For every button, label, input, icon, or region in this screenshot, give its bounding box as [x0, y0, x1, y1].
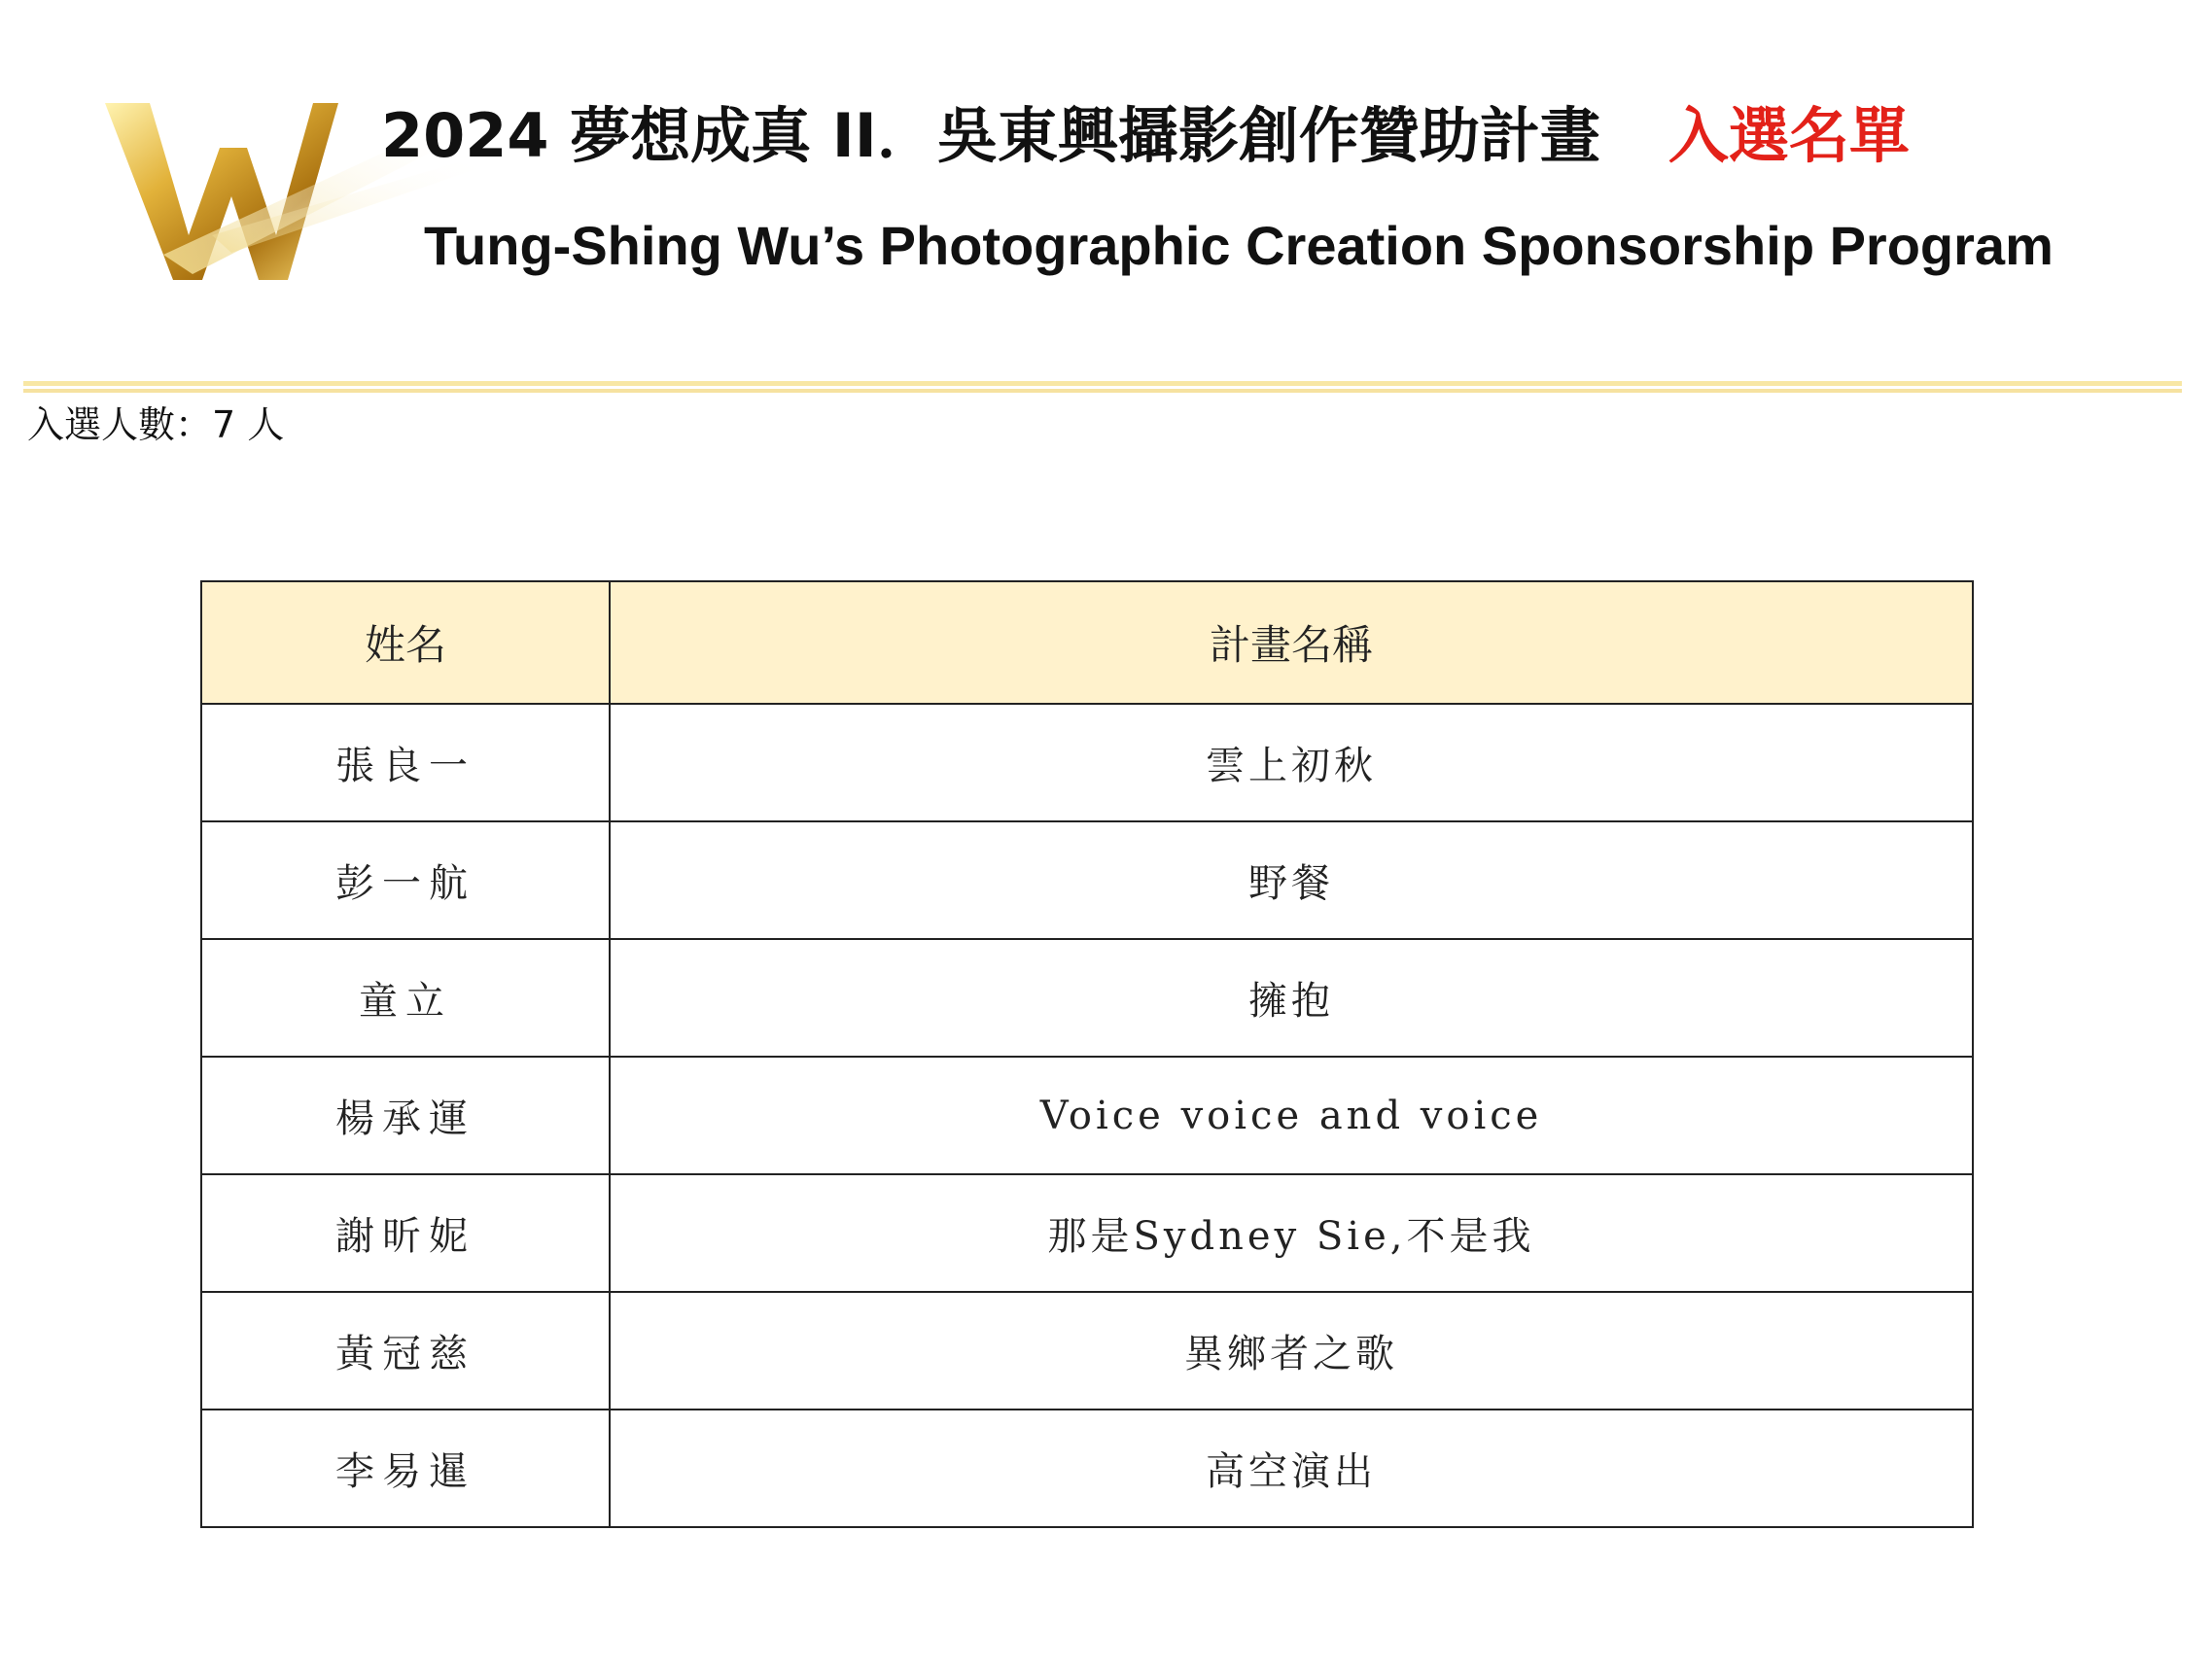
table-row	[201, 1174, 1973, 1292]
table-row	[201, 939, 1973, 1057]
column-header-project: 計畫名稱	[610, 581, 1973, 704]
column-header-name: 姓名	[201, 581, 610, 704]
project-cell: 擁抱	[610, 939, 1973, 1057]
project-cell: 野餐	[610, 821, 1973, 939]
name-cell: 彭一航	[201, 821, 610, 939]
table-row	[201, 1292, 1973, 1410]
table-row	[201, 1057, 1973, 1174]
table-row	[201, 1410, 1973, 1527]
page-subtitle: Tung-Shing Wu’s Photographic Creation Sponsorship Program	[424, 215, 2054, 276]
table-row	[201, 821, 1973, 939]
header-divider-secondary	[23, 389, 2182, 393]
selected-count: 入選人數：7 人	[27, 403, 285, 446]
project-cell: 高空演出	[610, 1410, 1973, 1527]
name-cell: 張良一	[201, 704, 610, 821]
project-cell: 雲上初秋	[610, 704, 1973, 821]
name-cell: 李易暹	[201, 1410, 610, 1527]
title-accent-text: 入選名單	[1668, 100, 1910, 171]
name-cell: 楊承運	[201, 1057, 610, 1174]
project-cell: Voice voice and voice	[610, 1057, 1973, 1174]
name-cell: 黃冠慈	[201, 1292, 610, 1410]
title-main-text: 2024 夢想成真 II．吳東興攝影創作贊助計畫	[381, 100, 1600, 171]
table-header-row	[201, 581, 1973, 704]
table-row	[201, 704, 1973, 821]
selection-table	[200, 580, 1974, 1528]
name-cell: 謝昕妮	[201, 1174, 610, 1292]
page-title	[381, 97, 1995, 175]
header-divider	[23, 381, 2182, 386]
name-cell: 童立	[201, 939, 610, 1057]
project-cell: 那是Sydney Sie,不是我	[610, 1174, 1973, 1292]
project-cell: 異鄉者之歌	[610, 1292, 1973, 1410]
